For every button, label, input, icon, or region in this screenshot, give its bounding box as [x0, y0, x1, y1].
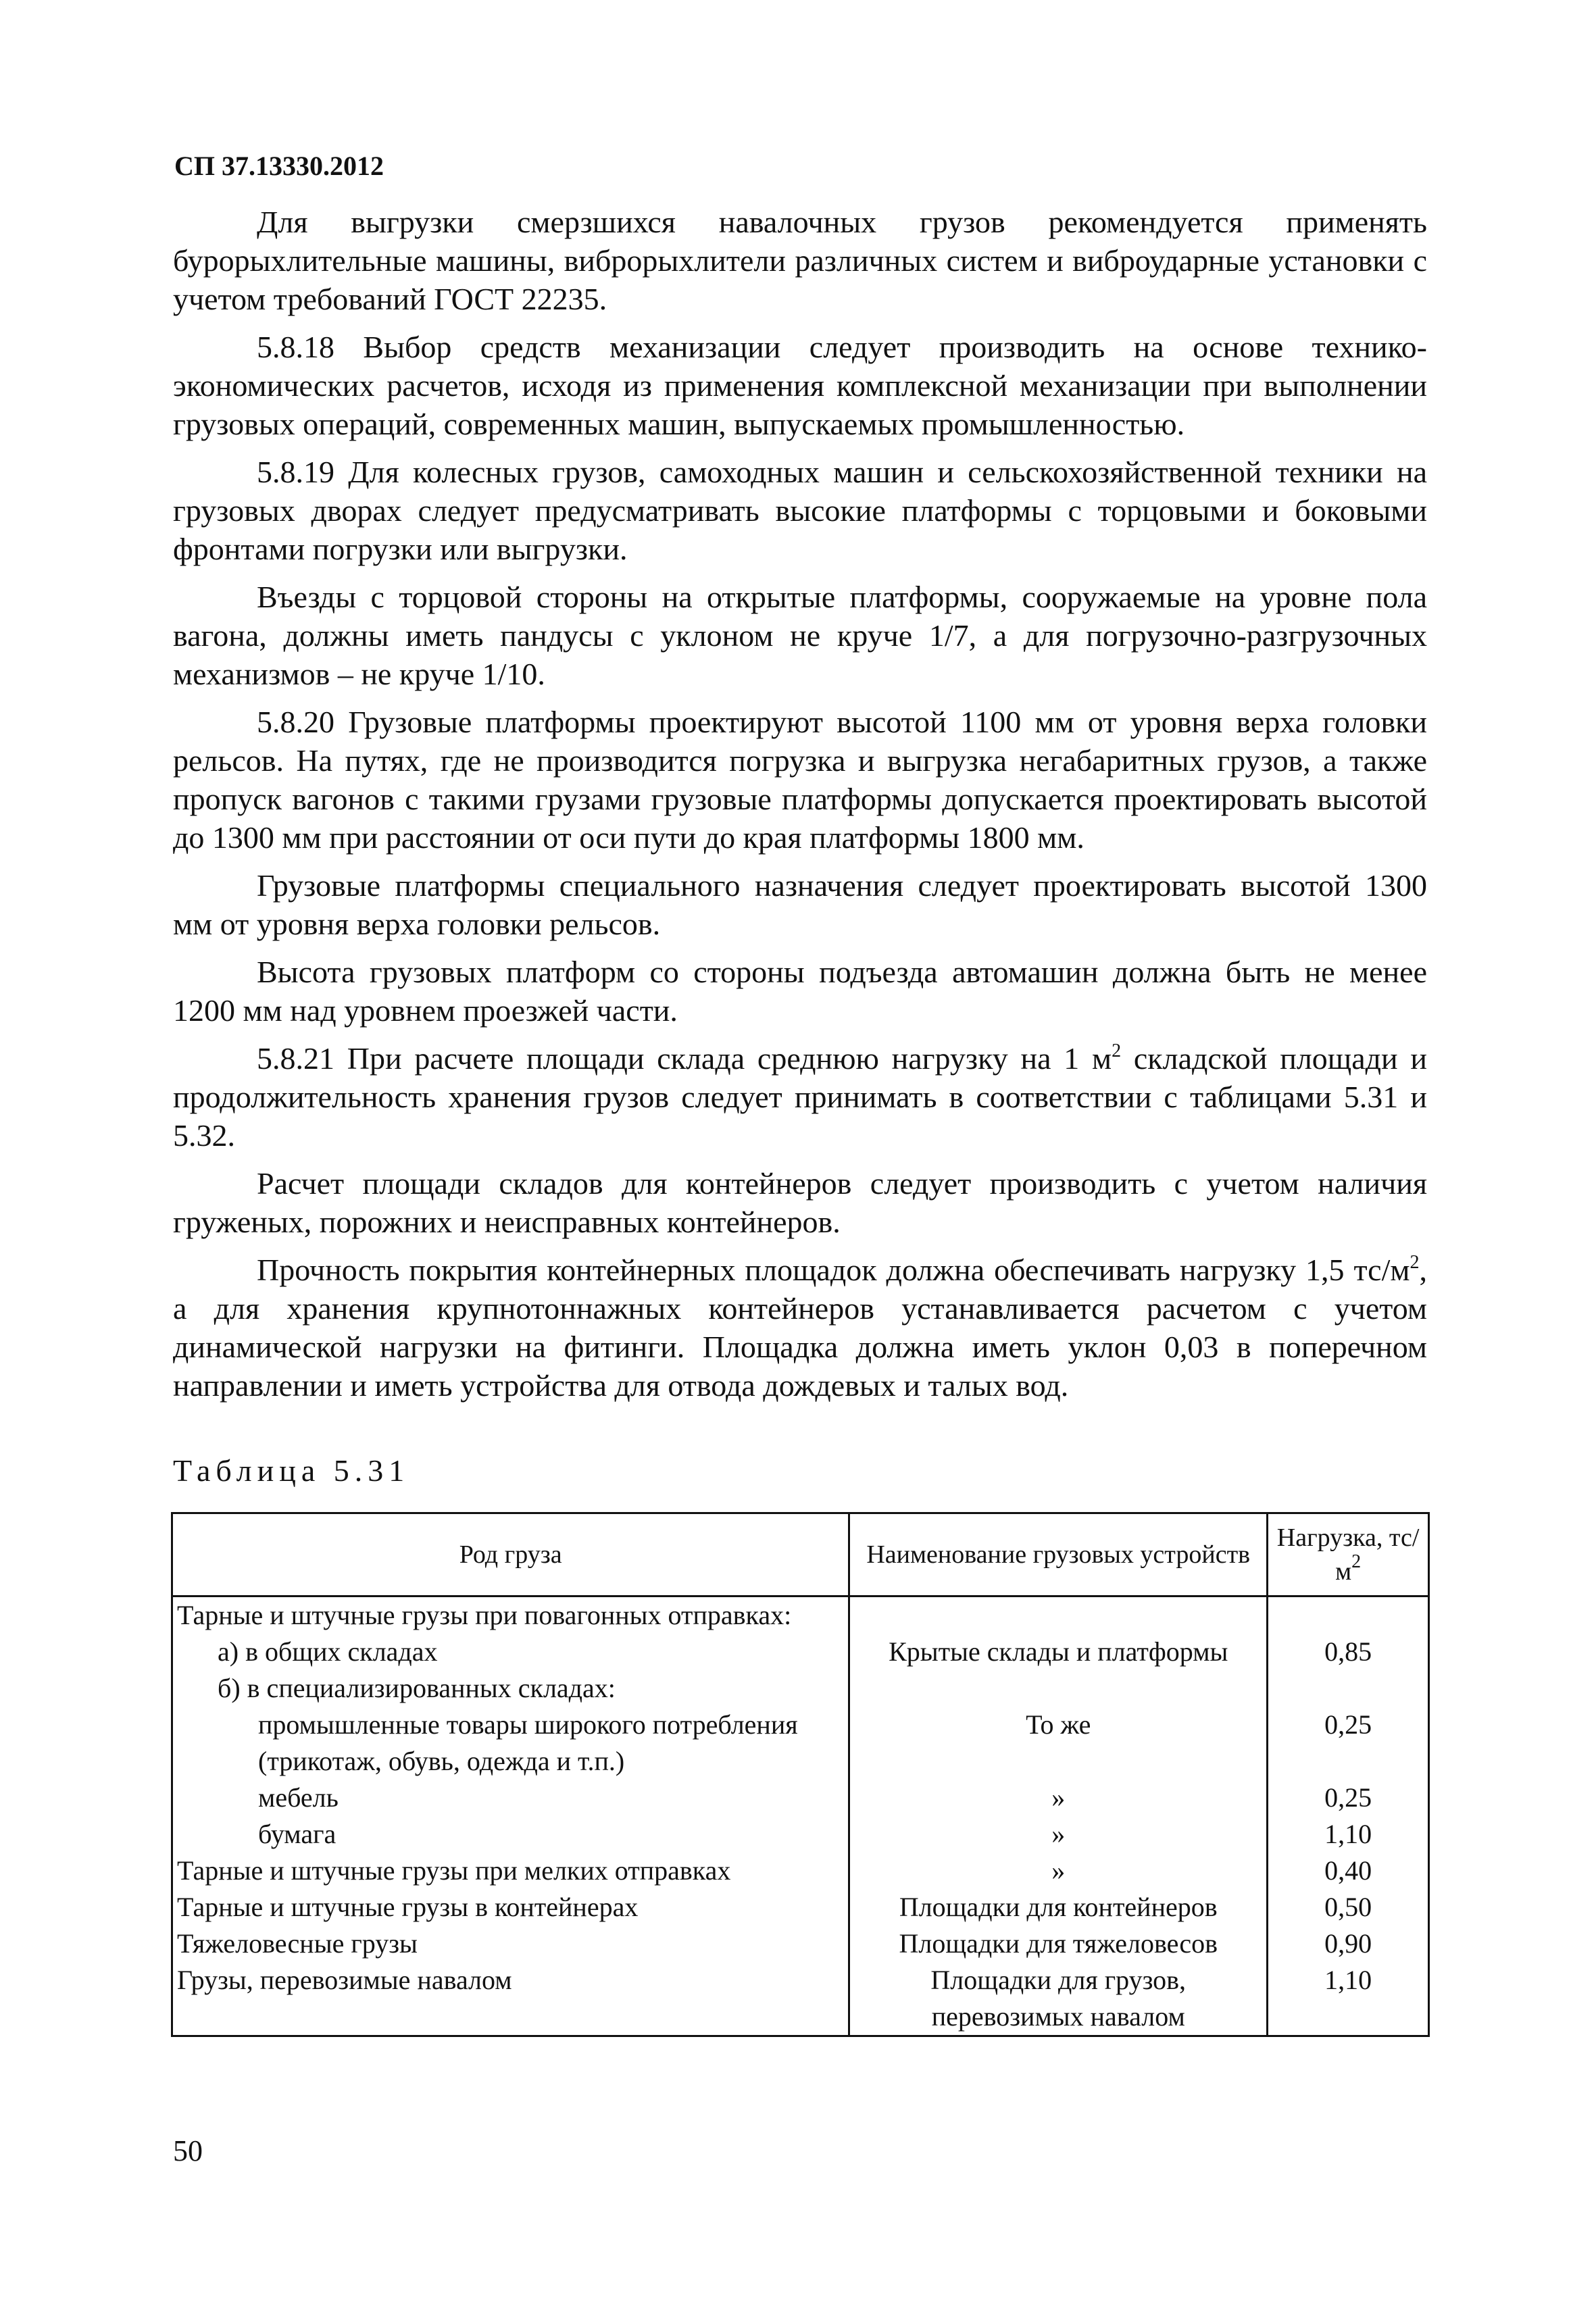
cell-device: То же [849, 1707, 1268, 1780]
table-row [172, 1962, 1429, 2036]
superscript: 2 [1351, 1551, 1362, 1572]
table-row [172, 1780, 1429, 1816]
load-table [171, 1512, 1430, 2037]
paragraph: Расчет площади складов для контейнеров следует производить с учетом наличия груженых, порожних и неисправных контейнеров. [173, 1166, 1427, 1239]
header-device: Наименование грузовых устройств [849, 1513, 1268, 1596]
text-part: , а для хранения крупнотоннажных контейнеров устанавливается расчетом с учетом динамической нагрузки на фитинги. Площадка должна иметь уклон 0,03 в поперечном направлении и иметь устройства для отвода дождевых и талых вод. [173, 1253, 1427, 1403]
cell-cargo: а) в общих складах [172, 1634, 849, 1670]
paragraph: 5.8.18 Выбор средств механизации следует производить на основе технико-экономических расчетов, исходя из применения комплексной механизации при выполнении грузовых операций, современных машин, выпускаемых промышленностью. [173, 330, 1427, 441]
cell-device: » [849, 1816, 1268, 1853]
cell-load: 1,10 [1268, 1962, 1429, 2036]
cell-cargo: Тарные и штучные грузы в контейнерах [172, 1889, 849, 1926]
cell-load [1268, 1596, 1429, 1634]
table-row [172, 1926, 1429, 1962]
paragraph: Высота грузовых платформ со стороны подъезда автомашин должна быть не менее 1200 мм над уровнем проезжей части. [173, 955, 1427, 1028]
paragraph-strength [173, 1251, 1427, 1405]
paragraph: Грузовые платформы специального назначения следует проектировать высотой 1300 мм от уровня верха головки рельсов. [173, 868, 1427, 941]
superscript: 2 [1112, 1040, 1122, 1061]
cell-load: 0,25 [1268, 1707, 1429, 1780]
paragraph-5-8-21 [173, 1039, 1427, 1155]
table-caption: Таблица 5.31 [173, 1453, 410, 1488]
table-body [172, 1596, 1429, 2036]
cell-cargo: Тарные и штучные грузы при мелких отправках [172, 1853, 849, 1889]
cell-device: Площадки для грузов, перевозимых навалом [849, 1962, 1268, 2036]
cell-cargo: бумага [172, 1816, 849, 1853]
body-text [173, 203, 1427, 1414]
header-load-text: Нагрузка, тс/м [1276, 1524, 1420, 1586]
superscript: 2 [1410, 1252, 1420, 1273]
table-row [172, 1670, 1429, 1707]
paragraph: Для выгрузки смерзшихся навалочных грузов рекомендуется применять бурорыхлительные машины, виброрыхлители различных систем и виброударные установки с учетом требований ГОСТ 22235. [173, 205, 1427, 316]
cell-device: Крытые склады и платформы [849, 1634, 1268, 1670]
table-row [172, 1634, 1429, 1670]
cell-load: 0,40 [1268, 1853, 1429, 1889]
table-row [172, 1889, 1429, 1926]
cell-cargo: Тяжеловесные грузы [172, 1926, 849, 1962]
cell-device: Площадки для тяжеловесов [849, 1926, 1268, 1962]
table-row [172, 1853, 1429, 1889]
cell-load [1268, 1670, 1429, 1707]
text-part: 5.8.21 При расчете площади склада среднюю нагрузку на 1 м [257, 1041, 1112, 1076]
cell-load: 0,25 [1268, 1780, 1429, 1816]
cell-device: » [849, 1853, 1268, 1889]
cell-device [849, 1596, 1268, 1634]
table-header-row [172, 1513, 1429, 1596]
cell-device: Площадки для контейнеров [849, 1889, 1268, 1926]
text-part: складской площади и продолжительность хранения грузов следует принимать в соответствии с таблицами 5.31 и 5.32. [173, 1041, 1428, 1153]
paragraph: Въезды с торцовой стороны на открытые платформы, сооружаемые на уровне пола вагона, должны иметь пандусы с уклоном не круче 1/7, а для погрузочно-разгрузочных механизмов – не круче 1/10. [173, 580, 1427, 691]
text-part: Прочность покрытия контейнерных площадок должна обеспечивать нагрузку 1,5 тс/м [257, 1253, 1410, 1287]
cell-load: 0,90 [1268, 1926, 1429, 1962]
cell-cargo: Тарные и штучные грузы при повагонных отправках: [172, 1596, 849, 1634]
table-row [172, 1816, 1429, 1853]
paragraph: 5.8.20 Грузовые платформы проектируют высотой 1100 мм от уровня верха головки рельсов. На путях, где не производится погрузка и выгрузка негабаритных грузов, а также пропуск вагонов с такими грузами грузовые платформы допускается проектировать высотой до 1300 мм при расстоянии от оси пути до края платформы 1800 мм. [173, 705, 1427, 855]
cell-device: » [849, 1780, 1268, 1816]
cell-load: 1,10 [1268, 1816, 1429, 1853]
table-row [172, 1707, 1429, 1780]
paragraph: 5.8.19 Для колесных грузов, самоходных машин и сельскохозяйственной техники на грузовых дворах следует предусматривать высокие платформы с торцовыми и боковыми фронтами погрузки или выгрузки. [173, 455, 1427, 566]
document-code-header: СП 37.13330.2012 [174, 151, 384, 181]
header-load [1268, 1513, 1429, 1596]
header-cargo: Род груза [172, 1513, 849, 1596]
cell-device [849, 1670, 1268, 1707]
table-row [172, 1596, 1429, 1634]
cell-load: 0,50 [1268, 1889, 1429, 1926]
cell-cargo: промышленные товары широкого потребления (трикотаж, обувь, одежда и т.п.) [172, 1707, 849, 1780]
cell-cargo: Грузы, перевозимые навалом [172, 1962, 849, 2036]
page-number: 50 [173, 2134, 203, 2167]
cell-cargo: б) в специализированных складах: [172, 1670, 849, 1707]
cell-cargo: мебель [172, 1780, 849, 1816]
cell-load: 0,85 [1268, 1634, 1429, 1670]
